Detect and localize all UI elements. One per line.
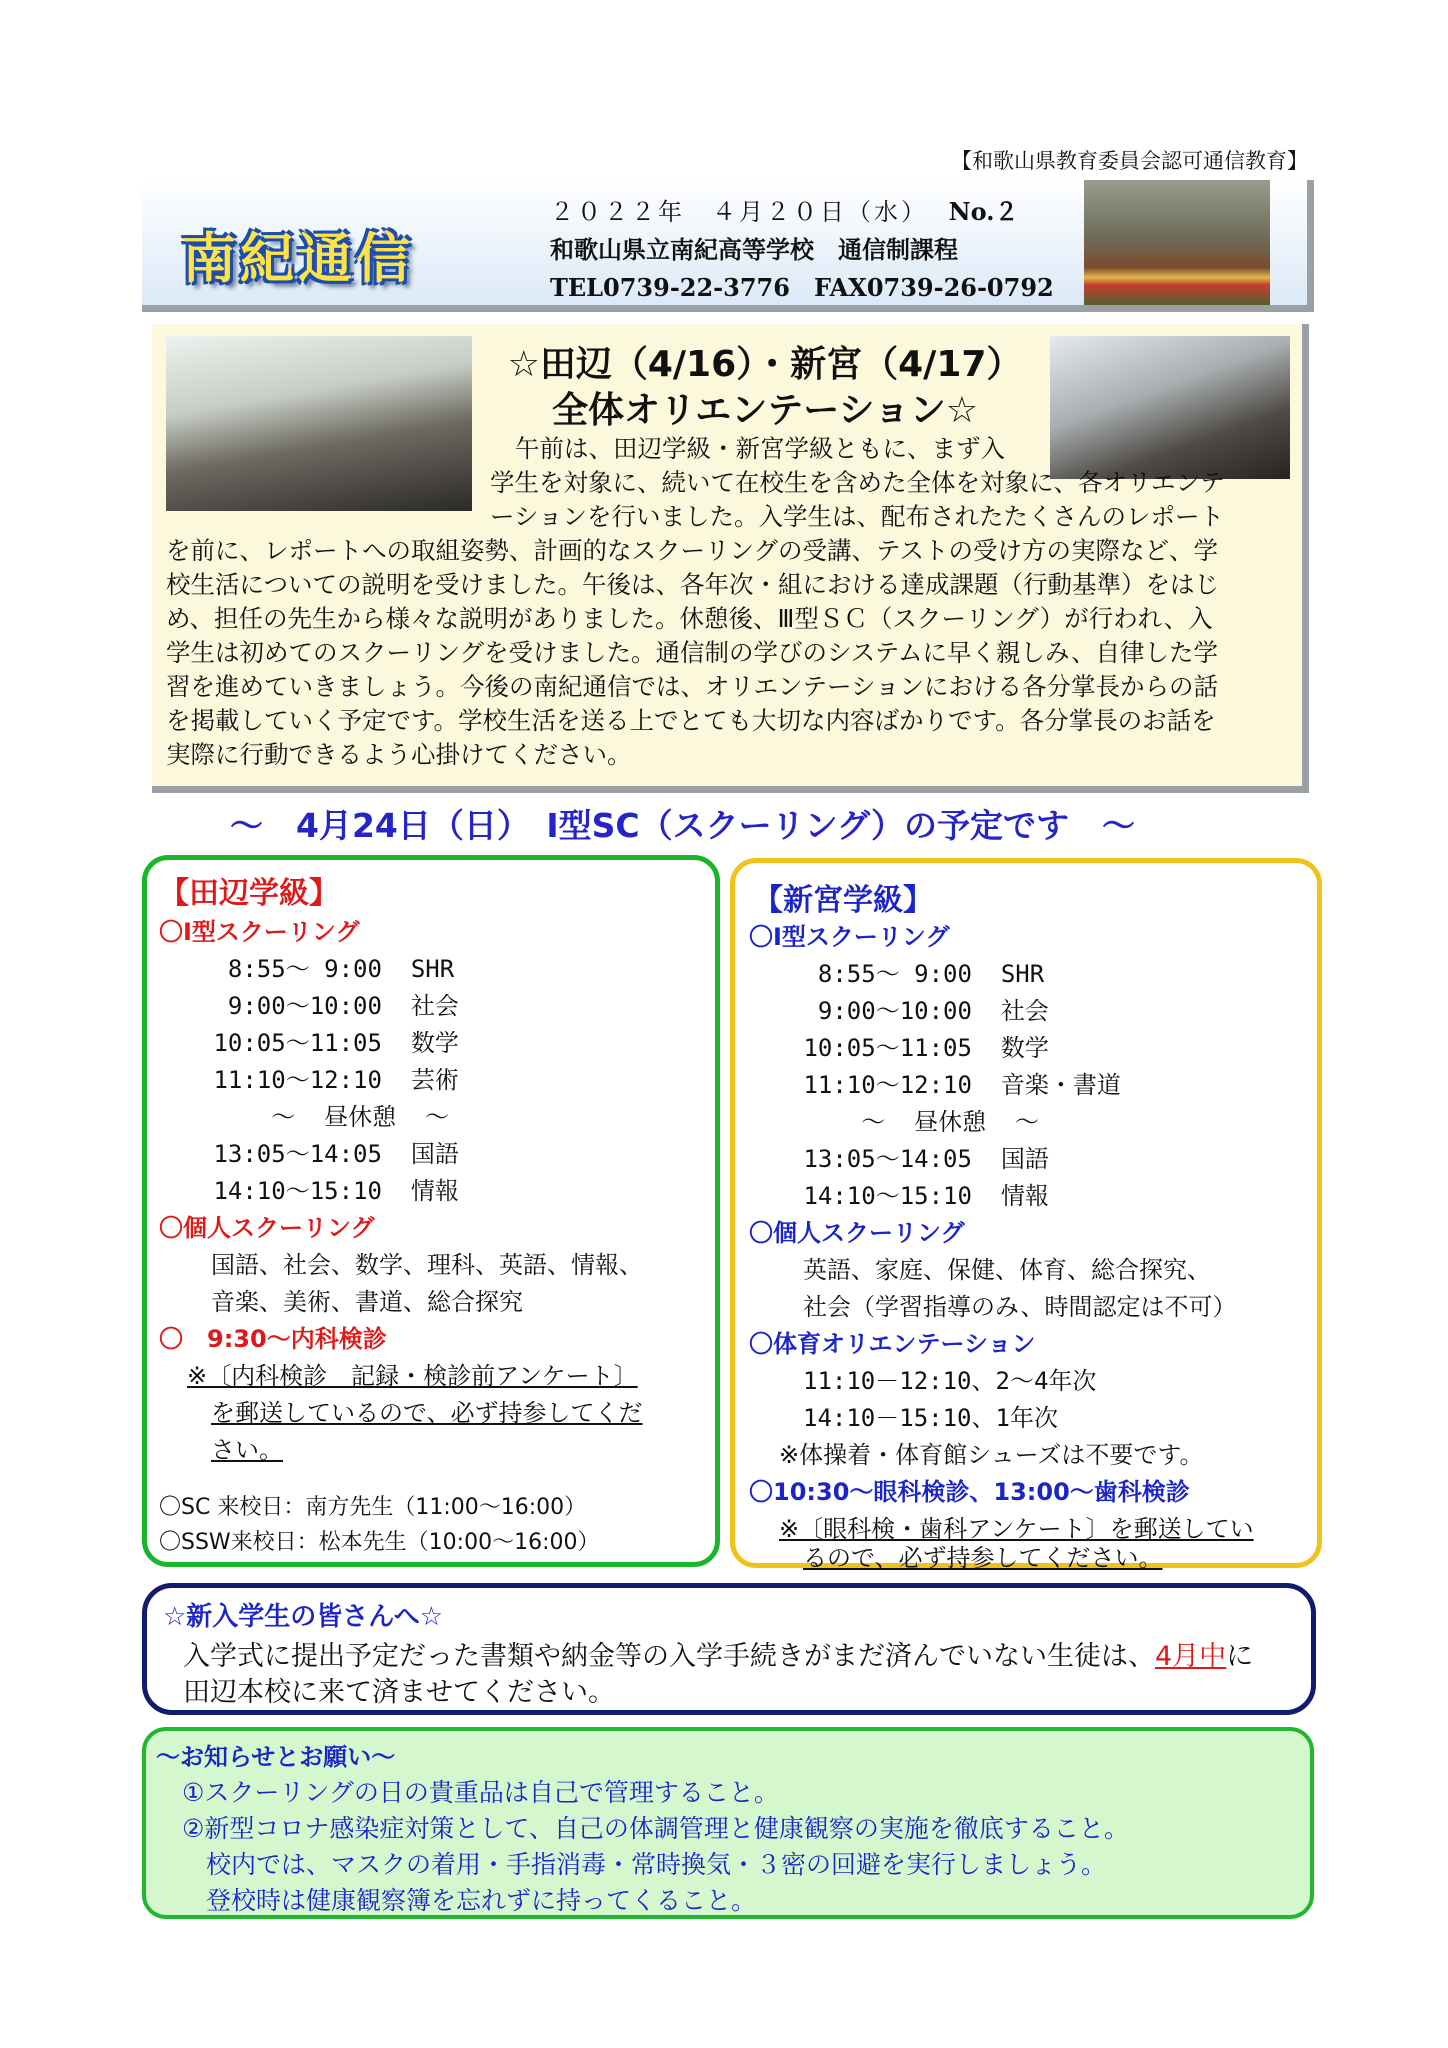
tanabe-period: 14:10～15:10 情報 — [199, 1177, 459, 1205]
tanabe-personal-subjects: 国語、社会、数学、理科、英語、情報、 — [211, 1251, 643, 1279]
orientation-title-line1: ☆田辺（4/16）・新宮（4/17） — [507, 344, 1023, 385]
flower-bed-photo — [1084, 180, 1270, 305]
new-students-line1 — [183, 1634, 1253, 1673]
shingu-pe-label: 〇体育オリエンテーション — [749, 1330, 1036, 1358]
orientation-title-line2: 全体オリエンテーション☆ — [551, 390, 979, 431]
shingu-period: 13:05～14:05 国語 — [789, 1145, 1049, 1173]
tanabe-medical-note: を郵送しているので、必ず持参してくだ — [211, 1399, 643, 1427]
tanabe-period: 8:55～ 9:00 SHR — [199, 955, 455, 983]
tanabe-lunch: ～ 昼休憩 ～ — [199, 1103, 450, 1131]
orientation-text-line: め、担任の先生から様々な説明がありました。休憩後、Ⅲ型ＳＣ（スクーリング）が行われ、入 — [166, 604, 1213, 633]
shingu-pe-time: 14:10－15:10、1年次 — [803, 1404, 1058, 1432]
shingu-period: 9:00～10:00 社会 — [789, 997, 1049, 1025]
orientation-text-line: を前に、レポートへの取組姿勢、計画的なスクーリングの受講、テストの受け方の実際など、学 — [166, 536, 1219, 565]
tanabe-medical-label: 〇 9:30～内科検診 — [159, 1325, 387, 1353]
tanabe-class-box — [142, 855, 720, 1567]
issue-date-line — [550, 192, 1019, 227]
new-students-line2: 田辺本校に来て済ませてください。 — [183, 1677, 615, 1708]
tanabe-period: 9:00～10:00 社会 — [199, 992, 459, 1020]
tanabe-title: 【田辺学級】 — [159, 876, 339, 911]
tanabe-type1-label: 〇Ⅰ型スクーリング — [159, 918, 360, 946]
tanabe-period: 13:05～14:05 国語 — [199, 1140, 459, 1168]
new-students-text: 入学式に提出予定だった書類や納金等の入学手続きがまだ済んでいない生徒は、 — [183, 1641, 1155, 1672]
shingu-period: 8:55～ 9:00 SHR — [789, 960, 1045, 988]
new-students-text-end: に — [1226, 1641, 1254, 1672]
orientation-text-line: 習を進めていきましょう。今後の南紀通信では、オリエンテーションにおける各分掌長からの話 — [166, 672, 1219, 701]
deadline-highlight: 4月中 — [1155, 1641, 1227, 1672]
tanabe-period: 10:05～11:05 数学 — [199, 1029, 459, 1057]
shingu-personal-subjects: 英語、家庭、保健、体育、総合探究、 — [803, 1256, 1211, 1284]
new-students-title: ☆新入学生の皆さんへ☆ — [163, 1602, 444, 1632]
notice-item-2: ②新型コロナ感染症対策として、自己の体調管理と健康観察の実施を徹底すること。 — [182, 1814, 1129, 1843]
orientation-text-line: 学生は初めてのスクーリングを受けました。通信制の学びのシステムに早く親しみ、自律した学 — [166, 638, 1219, 667]
shingu-pe-time: 11:10－12:10、2～4年次 — [803, 1367, 1097, 1395]
shingu-class-box — [730, 858, 1322, 1572]
tanabe-personal-subjects: 音楽、美術、書道、総合探究 — [211, 1288, 523, 1316]
issue-date: ２０２２年 ４月２０日（水） — [550, 198, 928, 226]
sc-visit-day: 〇SC 来校日：南方先生（11:00～16:00） — [159, 1495, 587, 1520]
tanabe-medical-note: ※〔内科検診 記録・検診前アンケート〕 — [187, 1362, 638, 1390]
ssw-visit-day: 〇SSW来校日：松本先生（10:00～16:00） — [159, 1530, 600, 1555]
shingu-personal-label: 〇個人スクーリング — [749, 1219, 965, 1247]
orientation-text-line: 午前は、田辺学級・新宮学級ともに、まず入 — [515, 434, 1005, 463]
schedule-heading: ～ 4月24日（日） Ⅰ型SC（スクーリング）の予定です ～ — [230, 806, 1135, 845]
shingu-medical-note: ※〔眼科検・歯科アンケート〕を郵送してい — [779, 1515, 1254, 1543]
classroom-photo-tanabe — [166, 336, 472, 511]
newsletter-header — [142, 180, 1314, 312]
newsletter-logo: 南紀通信 — [182, 227, 414, 290]
approval-note: 【和歌山県教育委員会認可通信教育】 — [951, 149, 1308, 173]
notice-item-2-detail: 校内では、マスクの着用・手指消毒・常時換気・３密の回避を実行しましょう。 — [206, 1850, 1107, 1879]
notice-item-1: ①スクーリングの日の貴重品は自己で管理すること。 — [182, 1778, 779, 1807]
tanabe-period: 11:10～12:10 芸術 — [199, 1066, 459, 1094]
shingu-title: 【新宮学級】 — [753, 883, 933, 918]
shingu-period: 10:05～11:05 数学 — [789, 1034, 1049, 1062]
orientation-text-line: 校生活についての説明を受けました。午後は、各年次・組における達成課題（行動基準）をはじ — [166, 570, 1220, 599]
shingu-pe-note: ※体操着・体育館シューズは不要です。 — [779, 1441, 1204, 1469]
orientation-text-line: 実際に行動できるよう心掛けてください。 — [166, 740, 632, 769]
orientation-text-line: 学生を対象に、続いて在校生を含めた全体を対象に、各オリエンテ — [490, 468, 1225, 497]
tanabe-personal-label: 〇個人スクーリング — [159, 1214, 375, 1242]
classroom-photo-shingu — [1050, 336, 1290, 479]
tanabe-medical-note: さい。 — [211, 1436, 283, 1464]
orientation-article — [152, 324, 1309, 793]
issue-number: No.２ — [948, 197, 1019, 226]
new-students-box — [142, 1583, 1316, 1715]
notice-item-2-detail: 登校時は健康観察簿を忘れずに持ってくること。 — [206, 1886, 757, 1915]
shingu-personal-subjects: 社会（学習指導のみ、時間認定は不可） — [803, 1293, 1237, 1321]
shingu-type1-label: 〇Ⅰ型スクーリング — [749, 923, 950, 951]
notices-box — [142, 1727, 1314, 1919]
shingu-lunch: ～ 昼休憩 ～ — [789, 1108, 1040, 1136]
shingu-medical-note: るので、必ず持参してください。 — [803, 1544, 1163, 1572]
shingu-period: 14:10～15:10 情報 — [789, 1182, 1049, 1210]
orientation-text-line: を掲載していく予定です。学校生活を送る上でとても大切な内容ばかりです。各分掌長のお話を — [166, 706, 1216, 735]
notices-title: ～お知らせとお願い～ — [156, 1743, 396, 1771]
orientation-text-line: ーションを行いました。入学生は、配布されたたくさんのレポート — [490, 502, 1225, 531]
shingu-period: 11:10～12:10 音楽・書道 — [789, 1071, 1121, 1099]
school-name: 和歌山県立南紀高等学校 通信制課程 — [550, 235, 958, 264]
shingu-medical-label: 〇10:30～眼科検診、13:00～歯科検診 — [749, 1478, 1190, 1506]
school-contact: TEL0739-22-3776 FAX0739-26-0792 — [550, 273, 1054, 302]
